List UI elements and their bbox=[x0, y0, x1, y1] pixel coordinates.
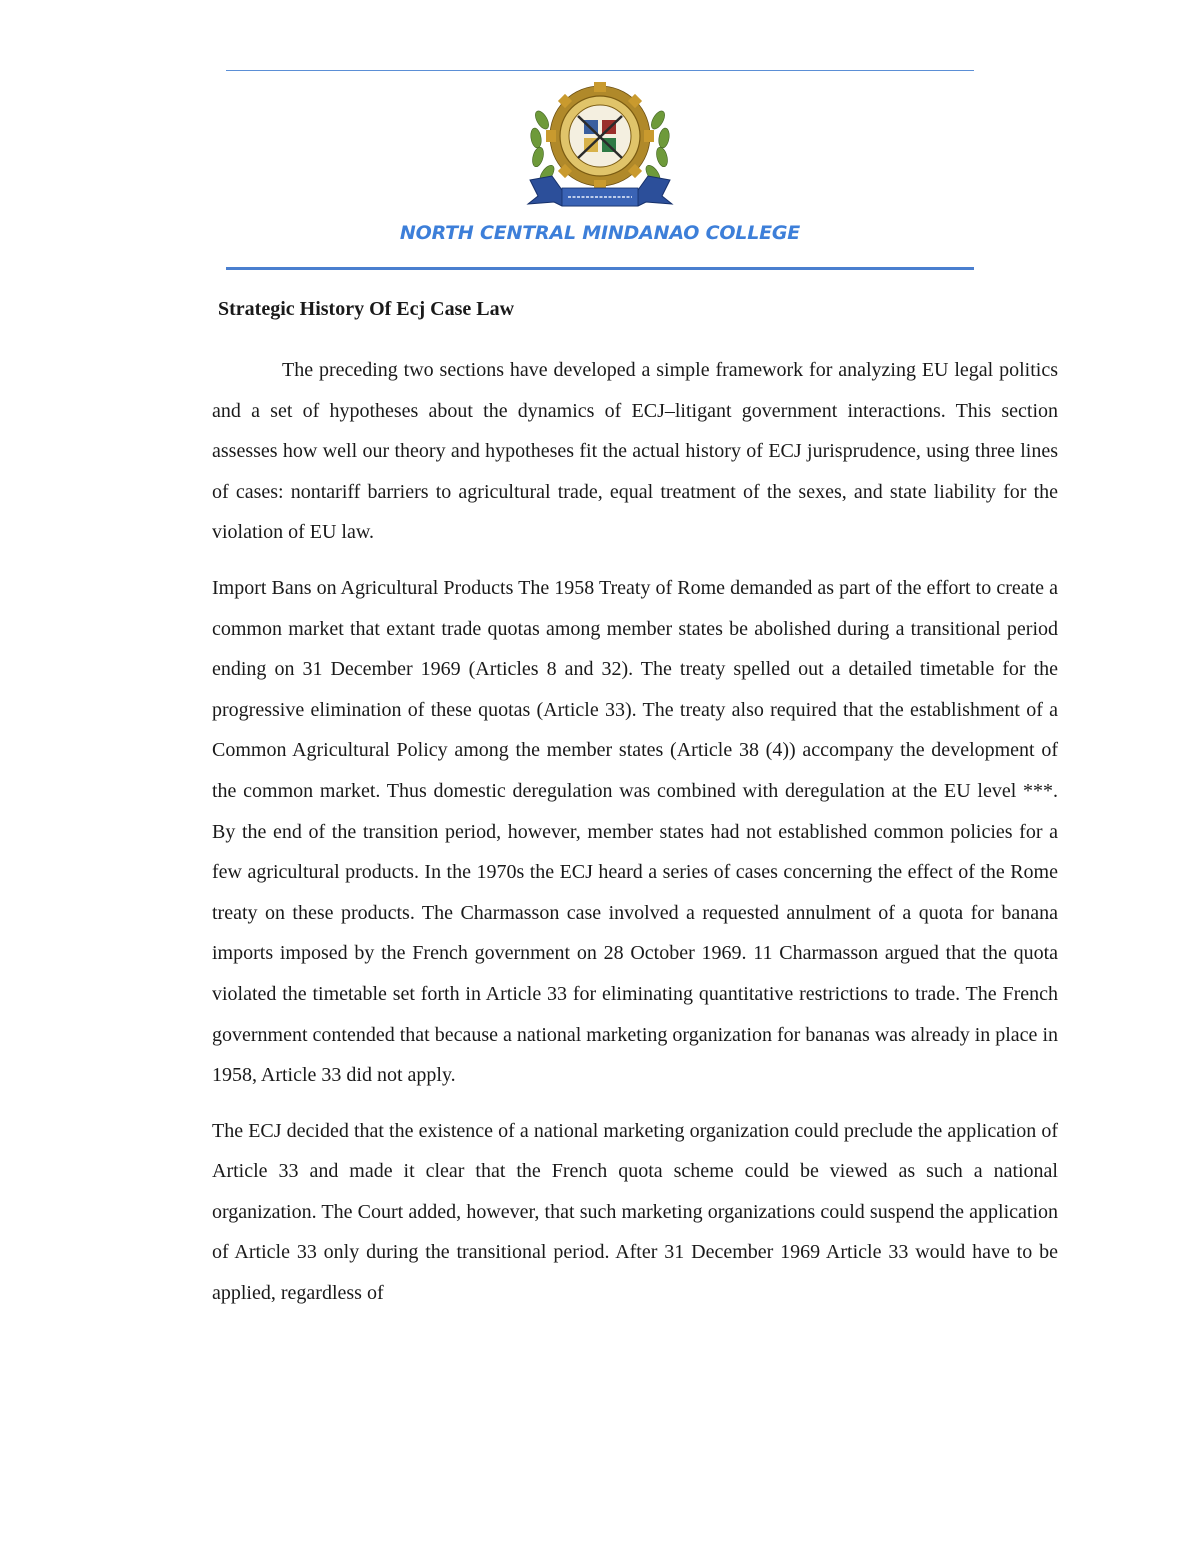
college-name: NORTH CENTRAL MINDANAO COLLEGE bbox=[399, 222, 801, 244]
paragraph: The preceding two sections have developed a simple framework for analyzing EU legal politics and a set of hypotheses about the dynamics of ECJ–litigant government interactions. This section assesses how well our theory and hypotheses fit the actual history of ECJ jurisprudence, using three lines of cases: nontariff barriers to agricultural trade, equal treatment of the sexes, and state liability for the violation of EU law. bbox=[212, 359, 1058, 544]
header-rule-bottom bbox=[226, 267, 974, 270]
paragraph: The ECJ decided that the existence of a national marketing organization could preclude the application of Article 33 and made it clear that the French quota scheme could be viewed as such a national organization. The Court added, however, that such marketing organizations could suspend the application of Article 33 only during the transitional period. After 31 December 1969 Article 33 would have to be applied, regardless of bbox=[212, 1119, 1058, 1305]
document-title: Strategic History Of Ecj Case Law bbox=[218, 298, 515, 320]
college-seal-icon bbox=[522, 80, 678, 212]
header-rule-top bbox=[226, 70, 974, 71]
paragraph: Import Bans on Agricultural Products The 1958 Treaty of Rome demanded as part of the effort to create a common market that extant trade quotas among member states be abolished during a transitional period ending on 31 December 1969 (Articles 8 and 32). The treaty spelled out a detailed timetable for the progressive elimination of these quotas (Article 33). The treaty also required that the establishment of a Common Agricultural Policy among the member states (Article 38 (4)) accompany the development of the common market. Thus domestic deregulation was combined with deregulation at the EU level ***. By the end of the transition period, however, member states had not established common policies for a few agricultural products. In the 1970s the ECJ heard a series of cases concerning the effect of the Rome treaty on these products. The Charmasson case involved a requested annulment of a quota for banana imports imposed by the French government on 28 October 1969. 11 Charmasson argued that the quota violated the timetable set forth in Article 33 for eliminating quantitative restrictions to trade. The French government contended that because a national marketing organization for bananas was already in place in 1958, Article 33 did not apply. bbox=[212, 576, 1058, 1087]
document-body bbox=[212, 350, 1058, 1314]
